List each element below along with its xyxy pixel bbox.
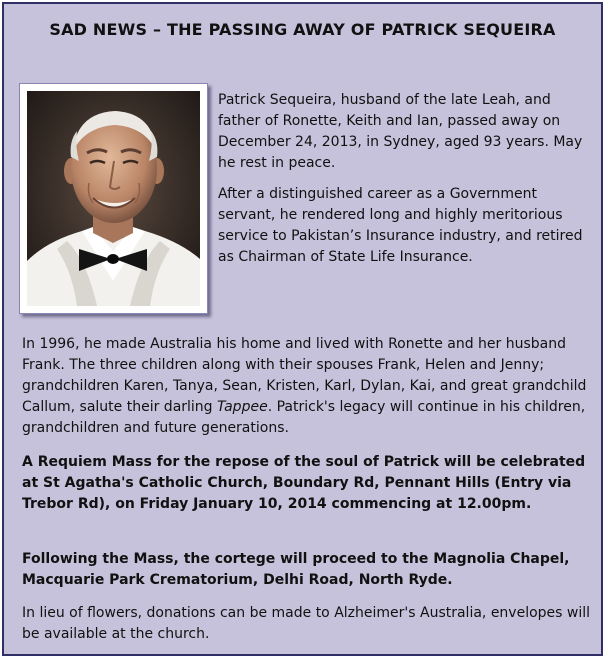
portrait-photo [27,91,200,306]
notice-title: SAD NEWS – THE PASSING AWAY OF PATRICK SEQUEIRA [49,20,556,39]
career-paragraph: After a distinguished career as a Government servant, he rendered long and highly meritorious service to Pakistan’s Insurance industry, and retired as Chairman of State Life Insurance. [218,186,583,265]
family-paragraph [22,334,594,439]
cortege-paragraph: Following the Mass, the cortege will proceed to the Magnolia Chapel, Macquarie Park Crematorium, Delhi Road, North Ryde. [22,551,570,588]
requiem-mass-paragraph: A Requiem Mass for the repose of the soul of Patrick will be celebrated at St Agatha's Catholic Church, Boundary Rd, Pennant Hills (Entry via Trebor Rd), on Friday January 10, 2014 commencing at 12.00pm. [22,454,586,512]
family-text-start: In 1996, he made Australia his home and lived with Ronette and her husband Frank. The three children along with their spouses Frank, Helen and Jenny; grandchildren Karen, Tanya, Sean, Kristen, Karl, Dylan, Kai, and great grandchild Callum, salute their darling [22,336,587,415]
intro-paragraph: Patrick Sequeira, husband of the late Leah, and father of Ronette, Keith and Ian, passed away on December 24, 2013, in Sydney, aged 93 years. May he rest in peace. [218,92,583,171]
nickname: Tappee [217,399,268,415]
family-text-end: . Patrick's legacy will continue in his children, grandchildren and future generations. [22,399,586,436]
donations-paragraph: In lieu of flowers, donations can be made to Alzheimer's Australia, envelopes will be available at the church. [22,605,591,642]
portrait-frame [19,83,208,314]
obituary-panel [2,2,603,656]
